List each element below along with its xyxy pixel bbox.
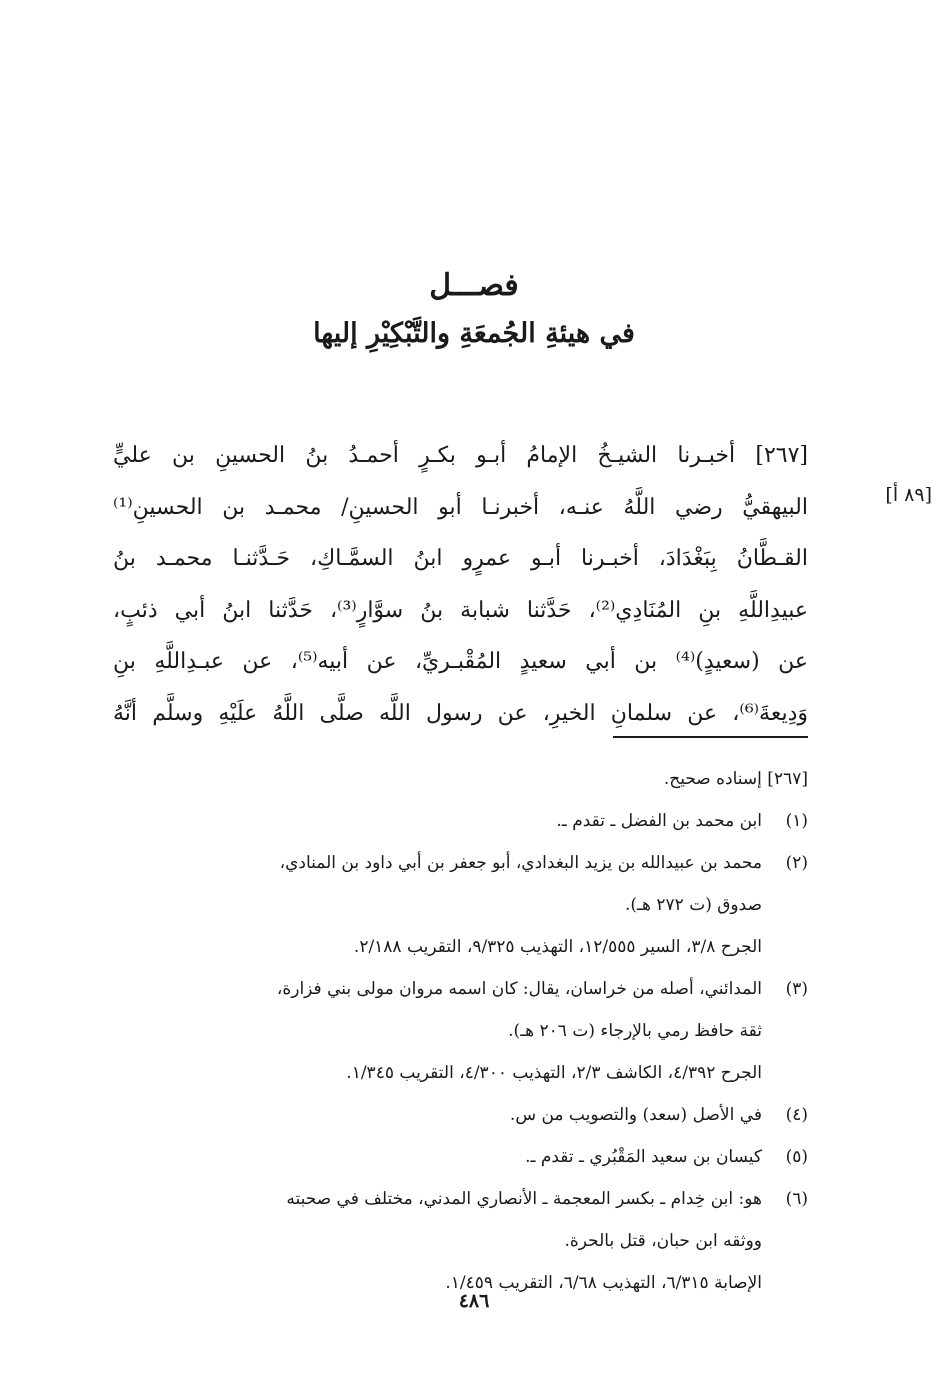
footnote-number: (٤) [785, 1105, 808, 1125]
text-line: البيهقيُّ رضي اللَّهُ عنـه، أخبرنـا أبو الحسينِ/ محمـد بن الحسينِ⁽¹⁾ [113, 494, 808, 520]
footnote-line: ابن محمد بن الفضل ـ تقدم ـ. [556, 811, 762, 831]
footnote [113, 842, 808, 968]
footnote-line: كيسان بن سعيد المَقْبُري ـ تقدم ـ. [525, 1147, 762, 1167]
footnote-number: (٦) [785, 1189, 808, 1209]
text-line: القـطَّانُ بِبَغْدَادَ، أخبـرنا أبـو عمرٍو ابنُ السمَّـاكِ، حَـدَّثنـا محمـد بنُ [113, 546, 808, 571]
footnote-line: الجرح ٣/٨، السير ١٢/٥٥٥، التهذيب ٩/٣٢٥، التقريب ٢/١٨٨. [353, 937, 762, 957]
main-text [113, 430, 808, 739]
footnote-line: في الأصل (سعد) والتصويب من س. [509, 1105, 762, 1125]
footnote [113, 1094, 808, 1136]
footnote-head: [٢٦٧] إسناده صحيح. [663, 769, 808, 789]
footnote-line: الإصابة ٦/٣١٥، التهذيب ٦/٦٨، التقريب ١/٤٥٩. [445, 1273, 762, 1293]
footnote-number: (٥) [785, 1147, 808, 1167]
footnote-line: هو: ابن خِدام ـ بكسر المعجمة ـ الأنصاري المدني، مختلف في صحبته [286, 1189, 762, 1209]
footnote [113, 800, 808, 842]
section-title: فصـــل [429, 268, 519, 303]
footnote [113, 1178, 808, 1304]
footnote-line: المدائني، أصله من خراسان، يقال: كان اسمه مروان مولى بني فزارة، [276, 979, 762, 999]
footnote-line: الجرح ٤/٣٩٢، الكاشف ٢/٣، التهذيب ٤/٣٠٠، التقريب ١/٣٤٥. [346, 1063, 762, 1083]
footnote-number: (٣) [785, 979, 808, 999]
footnote-line: ووثقه ابن حبان، قتل بالحرة. [564, 1231, 762, 1251]
text-line: [٢٦٧] أخبـرنا الشيـخُ الإمامُ أبـو بكـرٍ أحمـدُ بنُ الحسينِ بن عليٍّ [113, 443, 808, 468]
footnote-line: محمد بن عبيدالله بن يزيد البغدادي، أبو جعفر بن أبي داود بن المنادي، [279, 853, 762, 873]
footnote-line: صدوق (ت ٢٧٢ هـ). [625, 895, 762, 915]
footnote-number: (٢) [785, 853, 808, 873]
section-subtitle: في هيئةِ الجُمعَةِ والتَّبْكِيْرِ إليها [313, 318, 635, 349]
footnote [113, 968, 808, 1094]
footnote-separator [613, 736, 808, 738]
footnote [113, 1136, 808, 1178]
text-line: وَدِيعةَ⁽⁶⁾، عن سلمانِ الخيرِ، عن رسول اللَّه صلَّى اللَّهُ علَيْهِ وسلَّم أنَّهُ [113, 700, 808, 726]
text-line: عن (سعيدٍ)⁽⁴⁾ بن أبي سعيدٍ المُقْبـريِّ، عن أبيه⁽⁵⁾، عن عبـدِاللَّهِ بنِ [113, 649, 808, 674]
text-line: عبيدِاللَّهِ بنِ المُنَادِي⁽²⁾، حَدَّثنا شبابة بنُ سوَّارٍ⁽³⁾، حَدَّثنا ابنُ أبي ذئبٍ، [113, 597, 808, 623]
page-number: ٤٨٦ [458, 1290, 490, 1312]
manuscript-folio-marker: [٨٩ أ] [885, 484, 932, 506]
footnote-number: (١) [785, 811, 808, 831]
footnote-line: ثقة حافظ رمي بالإرجاء (ت ٢٠٦ هـ). [508, 1021, 762, 1041]
footnotes [113, 758, 808, 1304]
